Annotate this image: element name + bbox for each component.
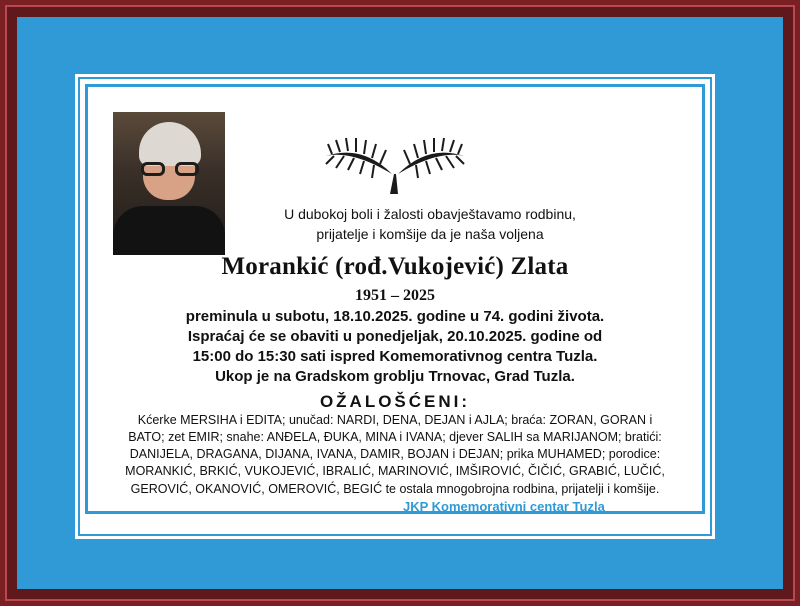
burial-info-line: Ukop je na Gradskom groblju Trnovac, Grad Tuzla. bbox=[215, 368, 575, 385]
intro-line-2: prijatelje i komšije da je naša voljena bbox=[316, 226, 544, 242]
intro-line-1: U dubokoj boli i žalosti obavještavamo rodbinu, bbox=[284, 206, 576, 222]
funeral-time-line: 15:00 do 15:30 sati ispred Komemorativnog centra Tuzla. bbox=[192, 348, 598, 365]
obituary-notice bbox=[75, 74, 715, 539]
death-info-line: preminula u subotu, 18.10.2025. godine u 74. godini života. bbox=[185, 308, 605, 325]
mourners-line: DANIJELA, DRAGANA, DIJANA, IVANA, DAMIR, BOJAN i DEJAN; prika MUHAMED; porodice: bbox=[129, 447, 661, 461]
publisher-footer: JKP Komemorativni centar Tuzla bbox=[403, 499, 605, 514]
mourners-heading: OŽALOŠĆENI: bbox=[319, 392, 471, 411]
funeral-info-line: Ispraćaj će se obaviti u ponedjeljak, 20.10.2025. godine od bbox=[187, 328, 603, 345]
mourners-line: Kćerke MERSIHA i EDITA; unučad: NARDI, DENA, DEJAN i AJLA; braća: ZORAN, GORAN i bbox=[137, 413, 653, 427]
mourners-line: BATO; zet EMIR; snahe: ANĐELA, ĐUKA, MINA i IVANA; djever SALIH sa MARIJANOM; bratići: bbox=[128, 430, 662, 444]
portrait-hair bbox=[139, 122, 201, 166]
mourners-line: GEROVIĆ, OKANOVIĆ, OMEROVIĆ, BEGIĆ te ostala mnogobrojna rodbina, prijatelji i komšije. bbox=[130, 482, 660, 496]
portrait-glasses bbox=[141, 162, 199, 176]
palm-branch-icon bbox=[322, 134, 468, 194]
mourners-line: MORANKIĆ, BRKIĆ, VUKOJEVIĆ, IBRALIĆ, MARINOVIĆ, IMŠIROVIĆ, ČIČIĆ, GRABIĆ, LUČIĆ, bbox=[125, 464, 665, 478]
life-years: 1951 – 2025 bbox=[355, 287, 435, 304]
deceased-name: Morankić (rođ.Vukojević) Zlata bbox=[221, 253, 569, 280]
